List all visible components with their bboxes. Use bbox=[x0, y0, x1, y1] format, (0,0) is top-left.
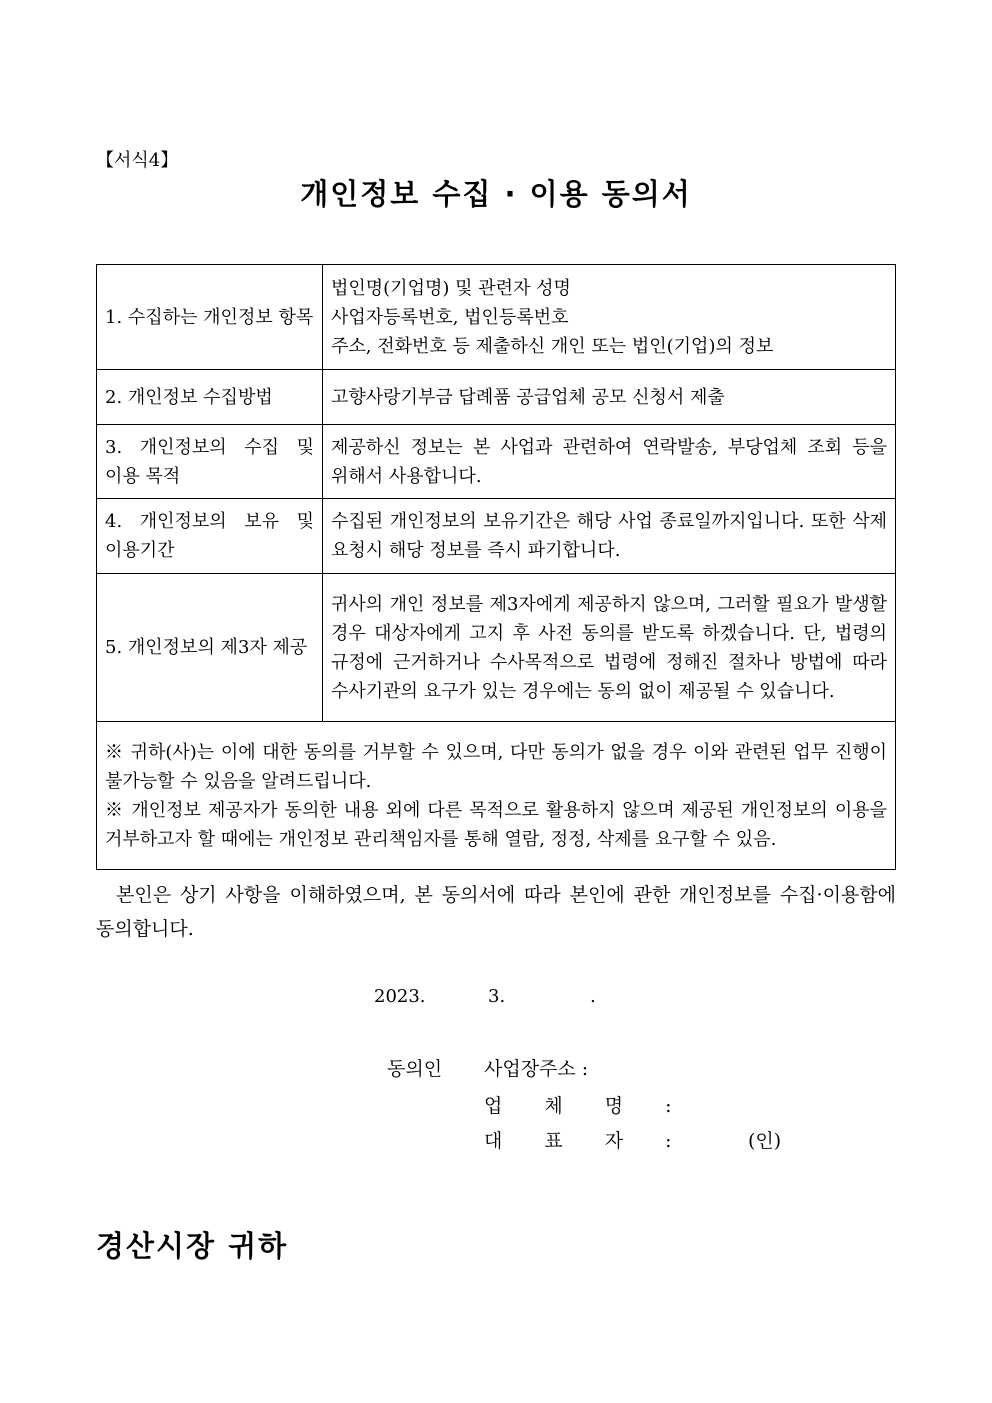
row-heading: 4. 개인정보의 보유 및 이용기간 bbox=[97, 499, 323, 574]
date-year: 2023. bbox=[374, 986, 426, 1007]
notice-usage: ※ 개인정보 제공자가 동의한 내용 외에 다른 목적으로 활용하지 않으며 제공된 개인정보의 이용을 거부하고자 할 때에는 개인정보 관리책임자를 통해 열람, 정정, 삭제를 요구할 수 있음. bbox=[105, 799, 887, 850]
document-title: 개인정보 수집 · 이용 동의서 bbox=[300, 177, 692, 211]
table-row bbox=[97, 574, 896, 722]
row-content bbox=[323, 370, 896, 425]
row-heading: 1. 수집하는 개인정보 항목 bbox=[97, 265, 323, 370]
row-heading: 3. 개인정보의 수집 및 이용 목적 bbox=[97, 425, 323, 499]
content-line: 수집된 개인정보의 보유기간은 해당 사업 종료일까지입니다. 또한 삭제 요청시 해당 정보를 즉시 파기합니다. bbox=[331, 511, 887, 561]
table-row bbox=[97, 370, 896, 425]
form-number-label: 【서식4】 bbox=[96, 150, 179, 171]
content-line: 고향사랑기부금 답례품 공급업체 공모 신청서 제출 bbox=[331, 386, 725, 408]
notice-refusal: ※ 귀하(사)는 이에 대한 동의를 거부할 수 있으며, 다만 동의가 없을 경우 이와 관련된 업무 진행이 불가능할 수 있음을 알려드립니다. bbox=[105, 741, 887, 792]
content-line: 법인명(기업명) 및 관련자 성명 bbox=[331, 277, 571, 299]
recipient-line: 경산시장 귀하 bbox=[96, 1229, 289, 1263]
content-line: 제공하신 정보는 본 사업과 관련하여 연락발송, 부당업체 조회 등을 위해서 사용합니다. bbox=[331, 436, 887, 487]
row-content bbox=[323, 425, 896, 499]
content-line: 사업자등록번호, 법인등록번호 bbox=[331, 306, 569, 328]
content-line: 귀사의 개인 정보를 제3자에게 제공하지 않으며, 그러할 필요가 발생할 경우 대상자에게 고지 후 사전 동의를 받도록 하겠습니다. 단, 법령의 규정에 근거하거나 수사목적으로 법령에 정해진 절차나 방법에 따라 수사기관의 요구가 있는 경우에는 동의 없이 제공될 수 있습니다. bbox=[331, 593, 887, 702]
row-heading: 5. 개인정보의 제3자 제공 bbox=[97, 574, 323, 722]
row-content bbox=[323, 265, 896, 370]
table-row bbox=[97, 265, 896, 370]
representative-label: 대 표 자 : bbox=[484, 1130, 690, 1152]
content-line: 주소, 전화번호 등 제출하신 개인 또는 법인(기업)의 정보 bbox=[331, 335, 774, 357]
signer-label: 동의인 bbox=[387, 1058, 443, 1080]
business-address-label: 사업장주소 : bbox=[484, 1058, 589, 1080]
notice-row bbox=[97, 722, 896, 870]
notice-cell bbox=[97, 722, 896, 870]
row-content bbox=[323, 574, 896, 722]
row-content bbox=[323, 499, 896, 574]
company-name-label: 업 체 명 : bbox=[484, 1095, 690, 1117]
table-row bbox=[97, 499, 896, 574]
agreement-statement: 본인은 상기 사항을 이해하였으며, 본 동의서에 따라 본인에 관한 개인정보를 수집·이용함에 동의합니다. bbox=[96, 884, 896, 940]
seal-mark: (인) bbox=[748, 1130, 782, 1152]
table-row bbox=[97, 425, 896, 499]
date-month: 3. bbox=[488, 986, 506, 1007]
consent-table bbox=[96, 264, 896, 870]
row-heading: 2. 개인정보 수집방법 bbox=[97, 370, 323, 425]
date-day: . bbox=[590, 986, 596, 1007]
